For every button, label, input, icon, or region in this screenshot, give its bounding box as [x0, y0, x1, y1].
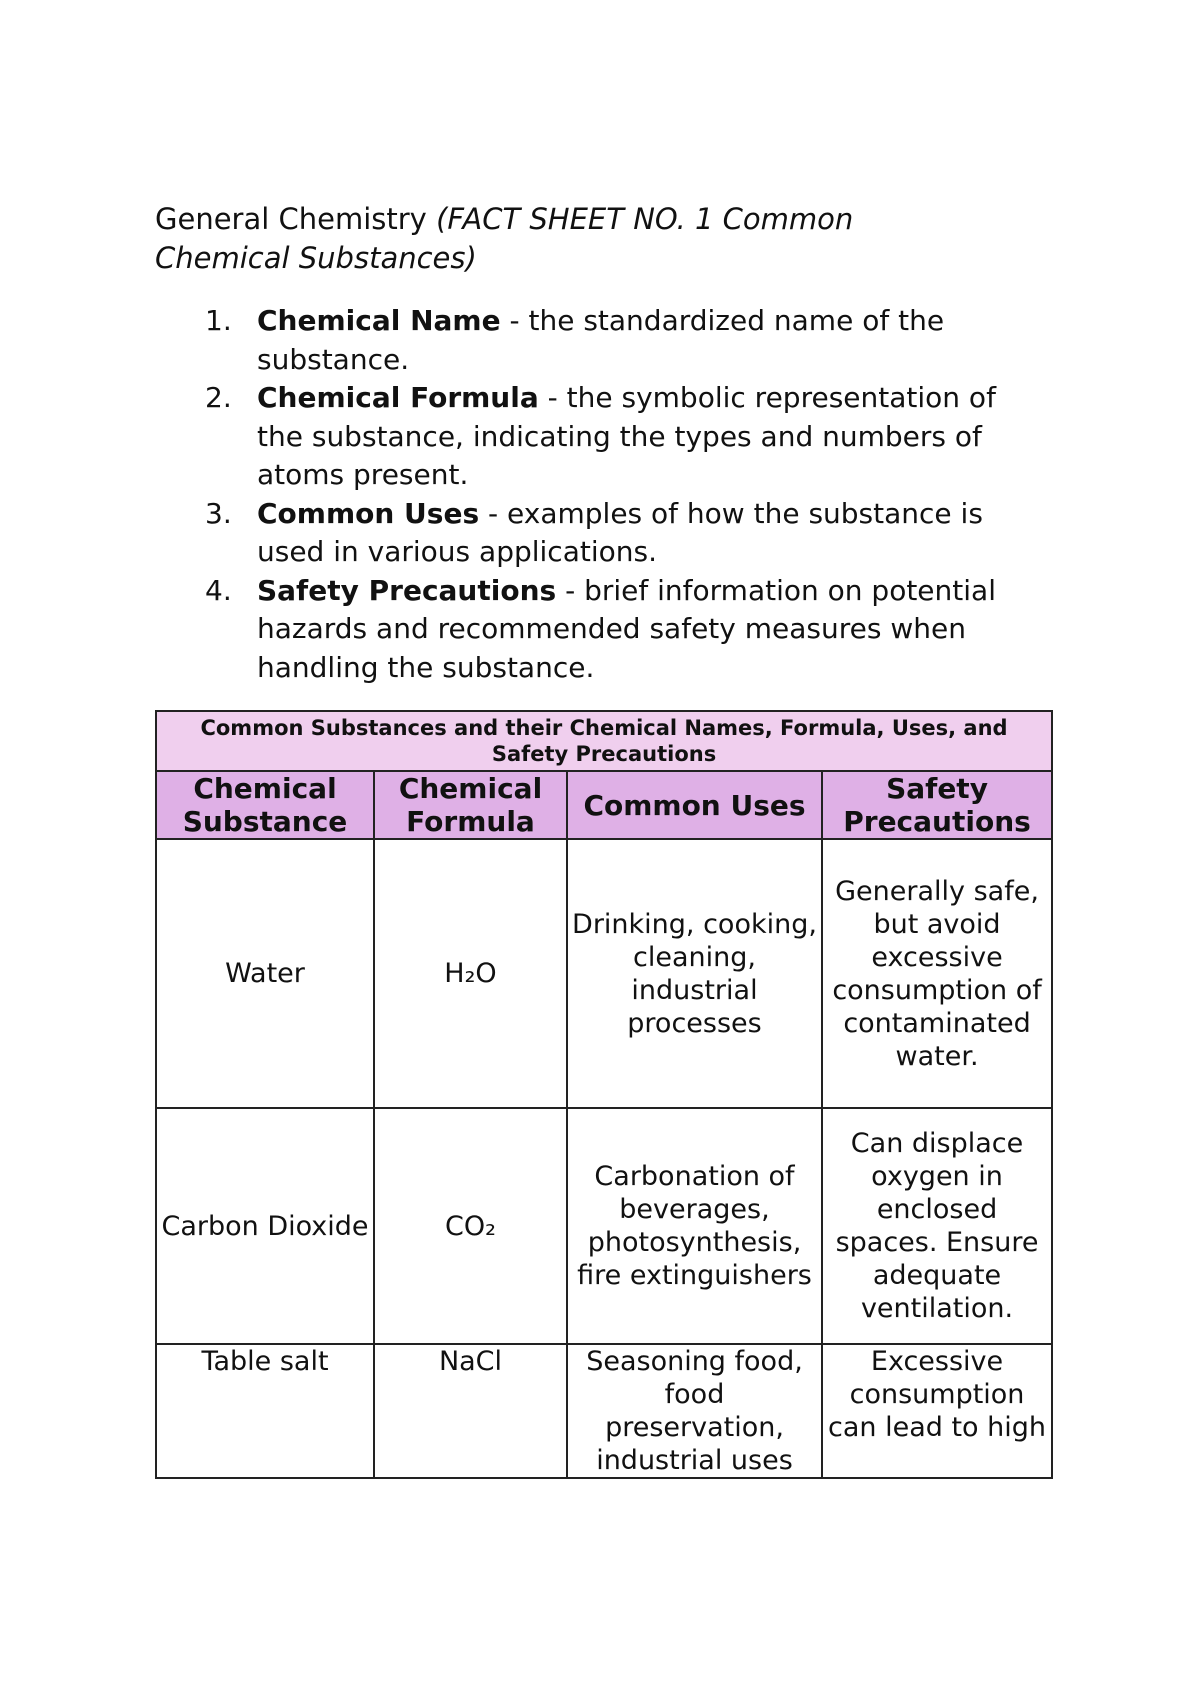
title-main: General Chemistry: [155, 202, 427, 236]
definition-description: - brief information on potential hazards and recommended safety measures when handling the substance.: [257, 573, 996, 684]
page-title: [155, 200, 975, 278]
table-row: [156, 1344, 1052, 1478]
definition-item: [205, 572, 1035, 688]
definition-number: 3.: [205, 496, 232, 530]
header-common-uses: Common Uses: [567, 771, 822, 839]
table-row: [156, 1108, 1052, 1344]
header-safety-precautions: Safety Precautions: [822, 771, 1052, 839]
cell-substance: Water: [156, 839, 374, 1108]
definitions-list: [205, 302, 1035, 687]
table-row: [156, 839, 1052, 1108]
definition-number: 2.: [205, 381, 232, 414]
title-subtitle: (FACT SHEET NO. 1 Common Chemical Substances): [155, 202, 854, 275]
cell-safety: Excessive consumption can lead to high: [822, 1344, 1052, 1478]
definition-description: - the standardized name of the substance.: [257, 304, 945, 376]
cell-formula: H₂O: [374, 839, 567, 1108]
definition-term: Chemical Formula: [257, 381, 539, 414]
definition-item: [205, 379, 1035, 495]
cell-safety: Can displace oxygen in enclosed spaces. Ensure adequate ventilation.: [822, 1108, 1052, 1344]
definition-number: 1.: [205, 304, 232, 337]
cell-formula: CO₂: [374, 1108, 567, 1344]
definition-description: - examples of how the substance is used in various applications.: [257, 496, 983, 568]
definition-number: 4.: [205, 573, 232, 607]
table-caption-row: [156, 711, 1052, 771]
cell-substance: Carbon Dioxide: [156, 1108, 374, 1344]
cell-safety: Generally safe, but avoid excessive consumption of contaminated water.: [822, 839, 1052, 1108]
definition-term: Safety Precautions: [257, 573, 557, 607]
definition-description: - the symbolic representation of the substance, indicating the types and numbers of atoms present.: [257, 381, 996, 491]
cell-uses: Carbonation of beverages, photosynthesis, fire extinguishers: [567, 1108, 822, 1344]
definition-term: Common Uses: [257, 496, 480, 530]
table-header-row: [156, 771, 1052, 839]
header-chemical-formula: Chemical Formula: [374, 771, 567, 839]
cell-formula: NaCl: [374, 1344, 567, 1478]
definition-item: [205, 495, 1035, 572]
definition-item: [205, 302, 1035, 379]
substances-table: [155, 710, 1053, 1479]
cell-uses: Drinking, cooking, cleaning, industrial processes: [567, 839, 822, 1108]
cell-substance: Table salt: [156, 1344, 374, 1478]
cell-uses: Seasoning food, food preservation, industrial uses: [567, 1344, 822, 1478]
table-caption: Common Substances and their Chemical Names, Formula, Uses, and Safety Precautions: [156, 711, 1052, 771]
definition-term: Chemical Name: [257, 304, 501, 337]
header-chemical-substance: Chemical Substance: [156, 771, 374, 839]
